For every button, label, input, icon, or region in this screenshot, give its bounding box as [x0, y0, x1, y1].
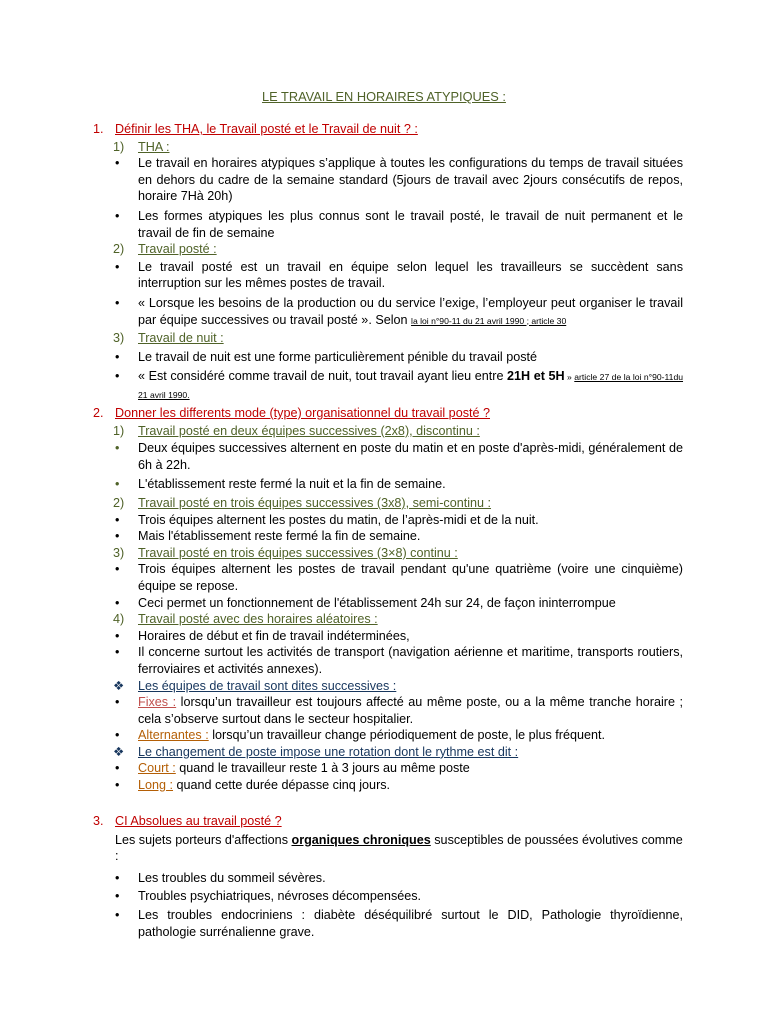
bullet-icon: • [115, 349, 120, 364]
subheading-travail-de-nuit: 3) Travail de nuit : [113, 331, 224, 346]
bullet-icon: • [115, 728, 120, 743]
list-item: • Trois équipes alternent les postes du matin, de l’après-midi et de la nuit. [115, 512, 539, 527]
diamond-icon: ❖ [113, 744, 125, 759]
bullet-icon: • [115, 529, 120, 544]
term-long: Long : [138, 778, 174, 793]
law-reference: la loi n°90-11 du 21 avril 1990 ; article 30 [411, 315, 567, 326]
bullet-icon: • [115, 562, 120, 577]
list-item: • Les troubles du sommeil sévères. [115, 870, 326, 885]
list-item: • Les troubles endocriniens : diabète déséquilibré surtout le DID, Pathologie thyroïdienne, pathologie surrénalienne grave. [115, 907, 683, 939]
list-item: • « Lorsque les besoins de la production ou du service l’exige, l’employeur peut organiser le travail par équipe successives ou travail posté ». Selon la loi n°90-11 du 21 avril 1990 ; article 30 [115, 295, 683, 327]
bullet-icon: • [115, 156, 120, 171]
list-item: • Troubles psychiatriques, névroses décompensées. [115, 889, 422, 904]
section-3-heading: 3. CI Absolues au travail posté ? [93, 814, 282, 828]
list-item: • Long : quand cette durée dépasse cinq jours. [115, 778, 391, 793]
list-item: • Mais l'établissement reste fermé la fin de semaine. [115, 529, 421, 544]
list-item: • Alternantes : lorsqu’un travailleur change périodiquement de poste, le plus fréquent. [115, 728, 605, 743]
bullet-icon: • [115, 512, 120, 527]
bullet-icon: • [115, 595, 120, 610]
diamond-icon: ❖ [113, 678, 125, 693]
subheading-aleatoires: 4) Travail posté avec des horaires aléatoires : [113, 612, 378, 627]
bullet-icon: • [115, 889, 120, 904]
section-1-heading: 1. Définir les THA, le Travail posté et le Travail de nuit ? : [93, 122, 418, 136]
list-item: • Deux équipes successives alternent en poste du matin et en poste d'après-midi, généralement de 6h à 22h. [115, 441, 683, 472]
list-item: • Le travail de nuit est une forme particulièrement pénible du travail posté [115, 349, 538, 364]
list-item: • Ceci permet un fonctionnement de l'établissement 24h sur 24, de façon ininterrompue [115, 595, 616, 610]
term-fixes: Fixes : [138, 695, 177, 710]
bullet-icon: • [115, 907, 120, 922]
list-item: • Le travail en horaires atypiques s’applique à toutes les configurations du temps de travail situées en dehors du cadre de la semaine standard (5jours de travail avec 2jours consécutifs de repos, horaire 7Hà 20h) [115, 156, 683, 204]
list-item: • « Est considéré comme travail de nuit, tout travail ayant lieu entre 21H et 5H » article 27 de la loi n°90-11du 21 avril 1990. [115, 369, 684, 400]
section-2-heading: 2. Donner les differents mode (type) organisationnel du travail posté ? [93, 406, 490, 420]
bullet-icon: • [115, 477, 120, 492]
list-item: • Horaires de début et fin de travail indéterminées, [115, 628, 410, 643]
bullet-icon: • [115, 761, 120, 776]
diamond-heading-rotation: ❖ Le changement de poste impose une rotation dont le rythme est dit : [113, 744, 519, 759]
list-item: • Il concerne surtout les activités de transport (navigation aérienne et maritime, transports routiers, ferroviaires et activités annexes). [115, 645, 683, 676]
bullet-icon: • [115, 259, 120, 274]
subheading-2x8: 1) Travail posté en deux équipes successives (2x8), discontinu : [113, 423, 480, 438]
bullet-icon: • [115, 441, 120, 456]
bullet-icon: • [115, 870, 120, 885]
bullet-icon: • [115, 645, 120, 660]
subheading-3x8-continu: 3) Travail posté en trois équipes successives (3×8) continu : [113, 545, 458, 560]
bullet-icon: • [115, 295, 120, 310]
term-alternantes: Alternantes : [138, 728, 209, 743]
subheading-3x8-semi: 2) Travail posté en trois équipes successives (3x8), semi-continu : [113, 495, 492, 510]
section-3-paragraph: Les sujets porteurs d'affections organiques chroniques susceptibles de poussées évolutives comme : [115, 832, 683, 864]
section-2 [93, 405, 683, 794]
list-item: • Les formes atypiques les plus connus sont le travail posté, le travail de nuit permanent et le travail de fin de semaine [115, 208, 683, 240]
bullet-icon: • [115, 778, 120, 793]
section-1 [93, 121, 683, 404]
subheading-travail-poste: 2) Travail posté : [113, 242, 217, 257]
list-item: • Court : quand le travailleur reste 1 à 3 jours au même poste [115, 761, 470, 776]
diamond-heading-successives: ❖ Les équipes de travail sont dites successives : [113, 678, 397, 693]
list-item: • Le travail posté est un travail en équipe selon lequel les travailleurs se succèdent sans interruption sur les mêmes postes de travail. [115, 259, 683, 291]
bullet-icon: • [115, 208, 120, 223]
law-reference: article 27 de la loi n°90-11du 21 avril 1990. [138, 372, 684, 400]
term-court: Court : [138, 761, 176, 776]
bullet-icon: • [115, 628, 120, 643]
bullet-icon: • [115, 369, 120, 384]
section-3 [93, 813, 683, 940]
document-title: LE TRAVAIL EN HORAIRES ATYPIQUES : [262, 89, 506, 104]
list-item: • Fixes : lorsqu’un travailleur est toujours affecté au même poste, ou a la même tranche horaire ; cela s’observe surtout dans le secteur hospitalier. [115, 695, 683, 726]
list-item: • L'établissement reste fermé la nuit et la fin de semaine. [115, 477, 446, 492]
subheading-tha: 1) THA : [113, 139, 170, 154]
list-item: • Trois équipes alternent les postes de travail pendant qu'une quatrième (voire une cinquième) équipe se repose. [115, 562, 683, 593]
bullet-icon: • [115, 695, 120, 710]
